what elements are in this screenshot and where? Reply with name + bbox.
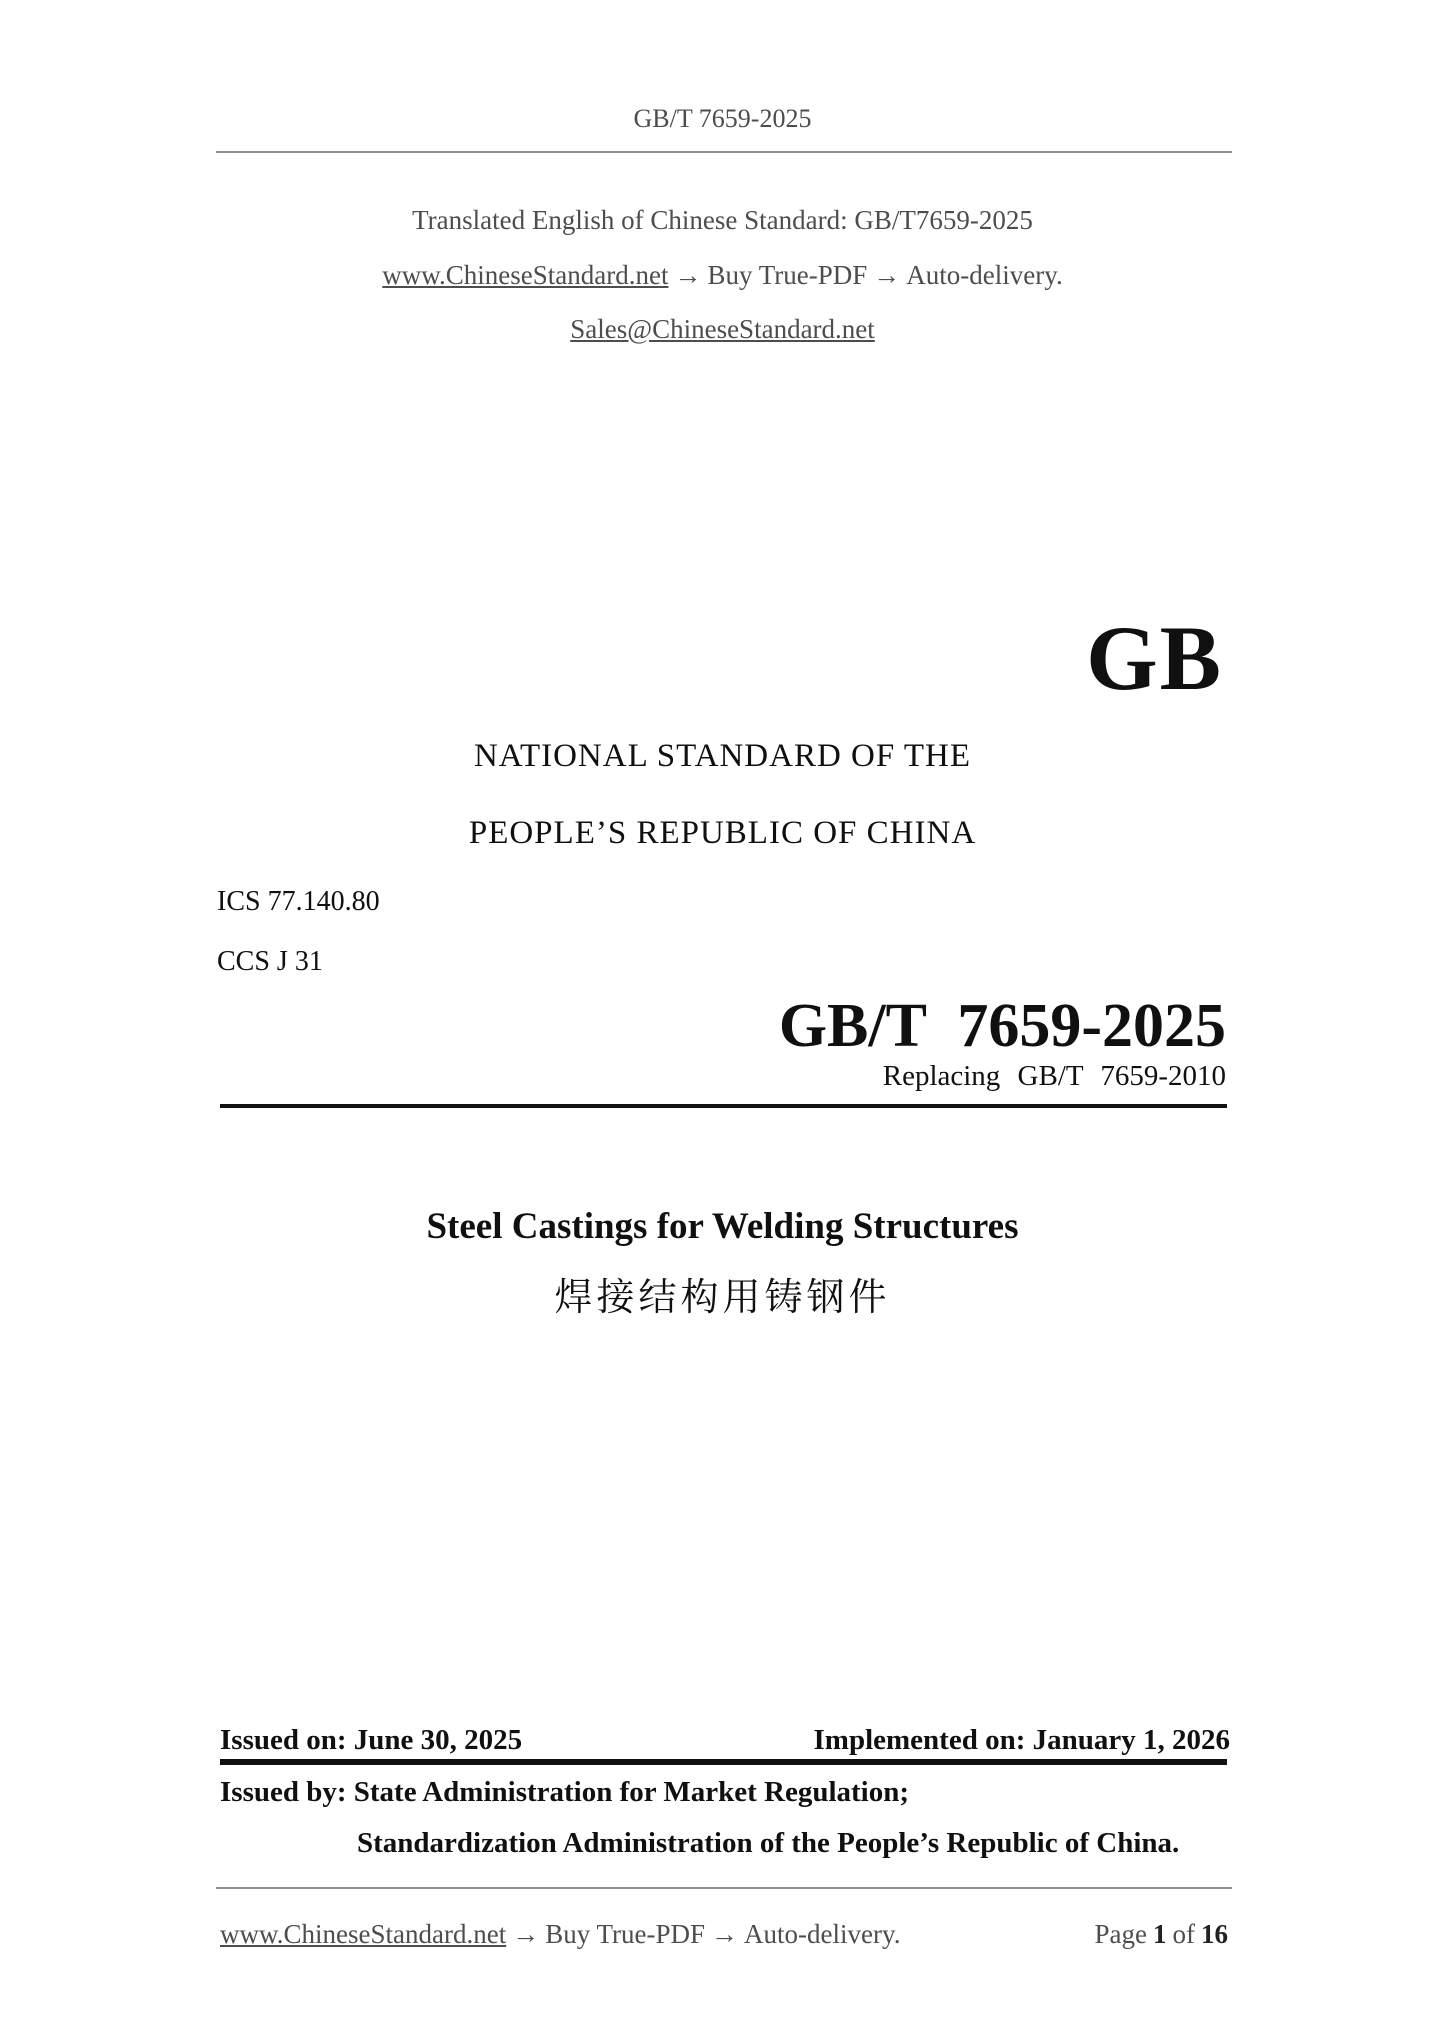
- footer-buy-line: [220, 1918, 900, 1950]
- buy-true-pdf-text: Buy True-PDF: [707, 260, 868, 290]
- header-doc-number: GB/T 7659-2025: [633, 104, 812, 133]
- header-divider: [216, 151, 1232, 153]
- dates-row: [220, 1725, 1230, 1755]
- footer-auto-delivery-text: Auto-delivery.: [744, 1919, 901, 1949]
- page-of-label: of: [1172, 1919, 1195, 1949]
- arrow-icon: →: [674, 260, 702, 290]
- page-label: Page: [1094, 1919, 1147, 1949]
- dates-divider: [220, 1759, 1227, 1765]
- ics-code: ICS 77.140.80: [217, 886, 380, 917]
- page-total: 16: [1201, 1919, 1228, 1949]
- auto-delivery-text: Auto-delivery.: [906, 260, 1063, 290]
- sales-email-line: [0, 313, 1445, 345]
- title-english: Steel Castings for Welding Structures: [426, 1206, 1019, 1247]
- replacing-note: Replacing GB/T 7659-2010: [882, 1060, 1226, 1092]
- footer-buy-true-pdf-text: Buy True-PDF: [545, 1919, 706, 1949]
- title-chinese: 焊接结构用铸钢件: [554, 1275, 891, 1319]
- page-indicator: [1093, 1918, 1232, 1950]
- footer-website-link[interactable]: www.ChineseStandard.net: [220, 1919, 507, 1949]
- issued-on-date: Issued on: June 30, 2025: [220, 1724, 523, 1756]
- issued-by-line2: Standardization Administration of the People’s Republic of China.: [357, 1827, 1180, 1859]
- ccs-code: CCS J 31: [217, 946, 323, 977]
- arrow-icon: →: [873, 260, 901, 290]
- title-divider: [220, 1104, 1227, 1108]
- page-current: 1: [1153, 1919, 1167, 1949]
- arrow-icon: →: [711, 1919, 739, 1949]
- sales-email-link[interactable]: Sales@ChineseStandard.net: [570, 314, 875, 344]
- translated-line: Translated English of Chinese Standard: GB/T7659-2025: [412, 205, 1033, 235]
- gb-logo: GB: [1086, 607, 1223, 709]
- implemented-on-date: Implemented on: January 1, 2026: [813, 1724, 1230, 1756]
- national-standard-line1: NATIONAL STANDARD OF THE: [473, 738, 972, 774]
- website-link[interactable]: www.ChineseStandard.net: [382, 260, 669, 290]
- footer-row: [220, 1918, 1232, 1950]
- buy-line: [0, 259, 1445, 291]
- footer-divider: [216, 1887, 1232, 1889]
- standard-number: GB/T 7659-2025: [778, 992, 1226, 1060]
- issued-by-line1: Issued by: State Administration for Market Regulation;: [220, 1776, 910, 1808]
- national-standard-line2: PEOPLE’S REPUBLIC OF CHINA: [468, 815, 977, 851]
- arrow-icon: →: [512, 1919, 540, 1949]
